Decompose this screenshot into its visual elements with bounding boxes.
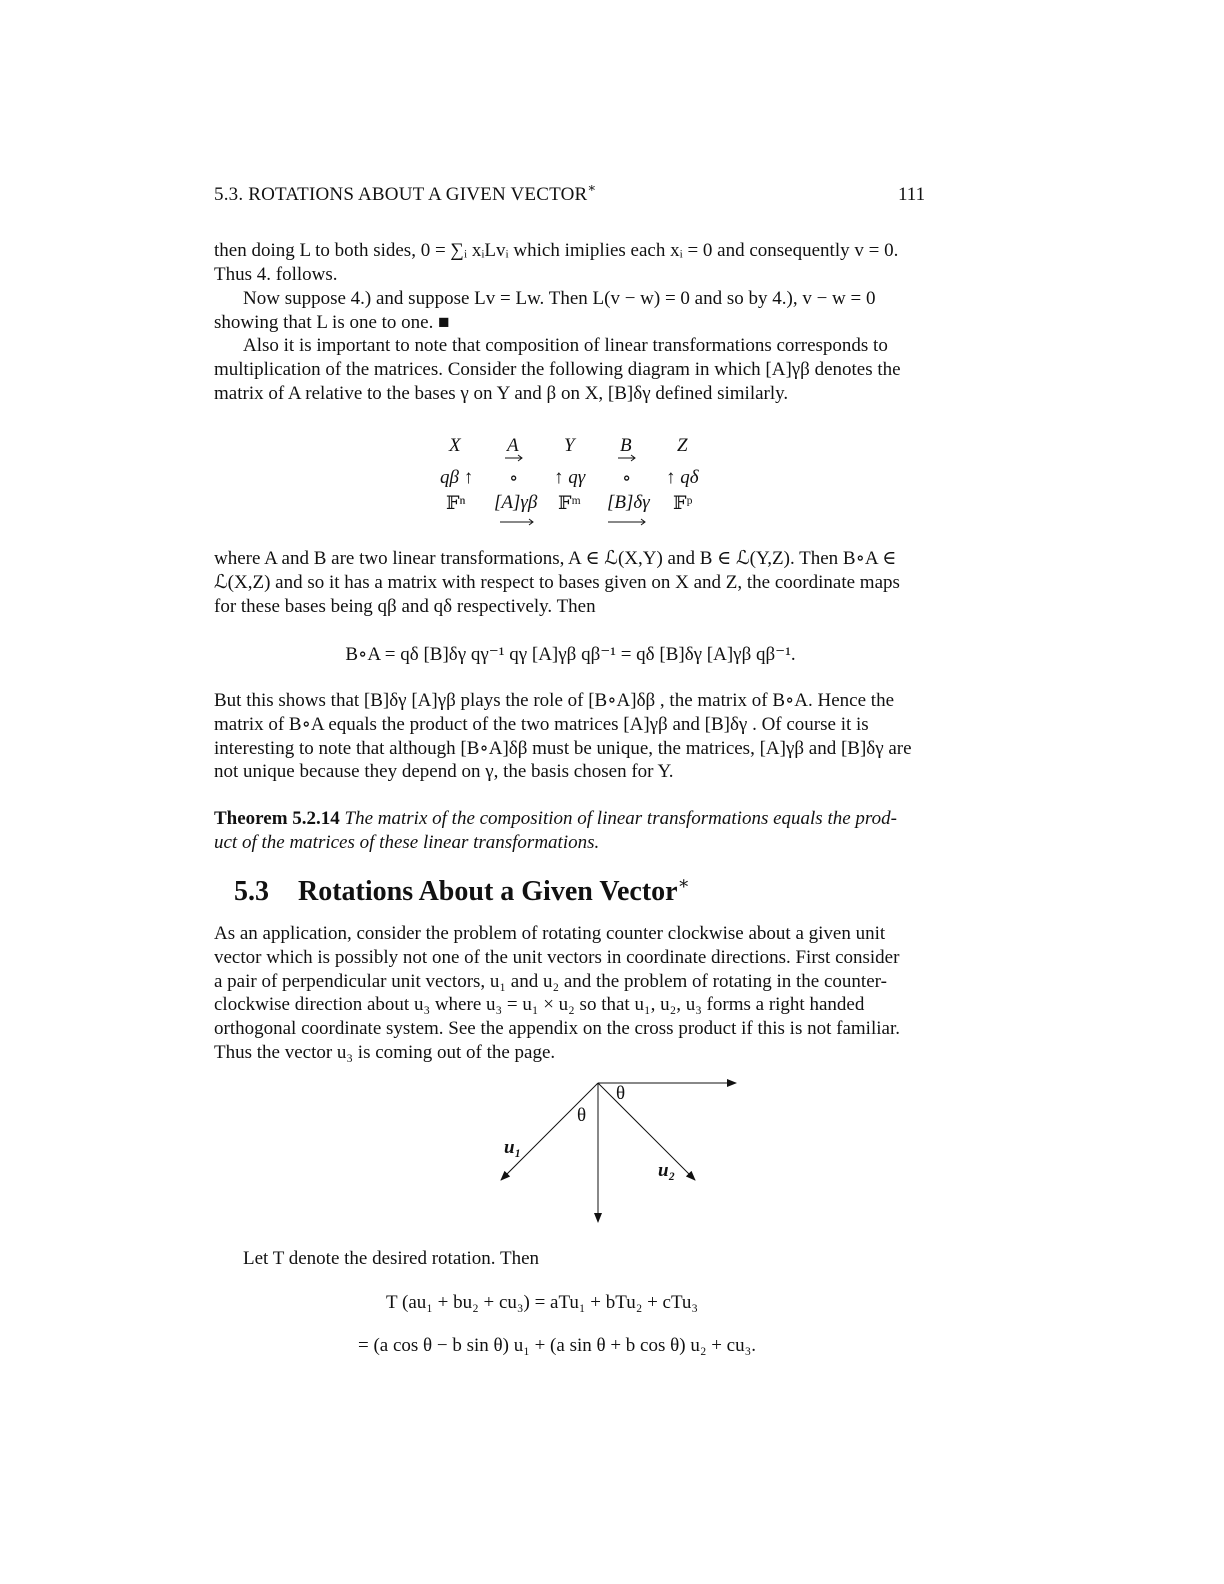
u2-arrow [598, 1083, 695, 1180]
equation-rotation-2: = (a cos θ − b sin θ) u₁ + (a sin θ + b cos θ) u₂ + cu₃. [358, 1335, 756, 1356]
diagram-Z: Z [677, 435, 688, 456]
theorem-line-1: The matrix of the composition of linear transformations equals the prod- [344, 808, 897, 829]
paragraph-4-line-3: for these bases being qβ and qδ respectively. Then [214, 595, 596, 617]
theorem-line-2: uct of the matrices of these linear transformations. [214, 832, 600, 853]
section-number: 5.3 [234, 876, 269, 907]
paragraph-3-line-3: matrix of A relative to the bases γ on Y and β on X, [B]δγ defined similarly. [214, 382, 789, 404]
diagram-arrows [500, 448, 660, 530]
diagram-B-label: B [620, 435, 632, 456]
u1-label: u₁ [504, 1137, 522, 1158]
paragraph-6-line-6: Thus the vector u₃ is coming out of the page. [214, 1041, 556, 1063]
paragraph-6-line-4: clockwise direction about u₃ where u₃ = u₁ × u₂ so that u₁, u₂, u₃ forms a right handed [214, 994, 865, 1016]
section-title: Rotations About a Given Vector [298, 876, 678, 907]
paragraph-5-line-2: matrix of B∘A equals the product of the two matrices [A]γβ and [B]δγ . Of course it is [214, 713, 869, 735]
u2-label: u₂ [658, 1160, 676, 1181]
paragraph-2-line-1: Now suppose 4.) and suppose Lv = Lw. Then L(v − w) = 0 and so by 4.), v − w = 0 [243, 288, 876, 309]
theta-left-label: θ [577, 1105, 587, 1126]
running-title-star: ∗ [587, 180, 597, 195]
paragraph-2-line-2: showing that L is one to one. ■ [214, 311, 450, 333]
diagram-A-label: A [507, 435, 519, 456]
paragraph-1 [214, 239, 927, 287]
paragraph-5 [214, 689, 927, 784]
diagram-F-m: 𝔽ᵐ [558, 493, 581, 514]
diagram-q-delta: ↑ qδ [666, 467, 699, 488]
paragraph-5-line-3: interesting to note that although [B∘A]δβ must be unique, the matrices, [A]γβ and [B]δγ are [214, 737, 912, 759]
u1-arrow [501, 1083, 598, 1180]
paragraph-5-line-4: not unique because they depend on γ, the basis chosen for Y. [214, 761, 674, 783]
paragraph-6-line-1: As an application, consider the problem of rotating counter clockwise about a given unit [214, 923, 886, 944]
paragraph-2 [214, 287, 927, 335]
section-heading [234, 873, 690, 908]
paragraph-5-line-1: But this shows that [B]δγ [A]γβ plays the role of [B∘A]δβ , the matrix of B∘A. Hence the [214, 690, 895, 711]
paragraph-4 [214, 547, 927, 618]
diagram-F-p: 𝔽ᵖ [673, 493, 693, 514]
diagram-A-matrix: [A]γβ [494, 492, 538, 513]
paragraph-3-line-2: multiplication of the matrices. Consider the following diagram in which [A]γβ denotes the [214, 358, 901, 380]
diagram-B-matrix: [B]δγ [607, 492, 650, 513]
diagram-q-gamma: ↑ qγ [554, 467, 586, 488]
diagram-X: X [449, 435, 461, 456]
equation-rotation-1: T (au₁ + bu₂ + cu₃) = aTu₁ + bTu₂ + cTu₃ [386, 1292, 699, 1313]
paragraph-6 [214, 922, 927, 1065]
paragraph-4-line-2: ℒ(X,Z) and so it has a matrix with respect to bases given on X and Z, the coordinate maps [214, 571, 900, 593]
paragraph-7 [214, 1247, 927, 1271]
equation-composition: B∘A = qδ [B]δγ qγ⁻¹ qγ [A]γβ qβ⁻¹ = qδ [B]δγ [A]γβ qβ⁻¹. [345, 644, 796, 665]
diagram-Y: Y [564, 435, 575, 456]
paragraph-6-line-3: a pair of perpendicular unit vectors, u₁ and u₂ and the problem of rotating in the counter- [214, 970, 887, 992]
theorem-5-2-14 [214, 807, 927, 855]
theta-right-label: θ [616, 1083, 626, 1104]
paragraph-6-line-5: orthogonal coordinate system. See the appendix on the cross product if this is not familiar. [214, 1018, 900, 1040]
paragraph-3 [214, 334, 927, 405]
paragraph-6-line-2: vector which is possibly not one of the unit vectors in coordinate directions. First consider [214, 946, 900, 968]
paragraph-4-line-1: where A and B are two linear transformations, A ∈ ℒ(X,Y) and B ∈ ℒ(Y,Z). Then B∘A ∈ [214, 548, 897, 569]
section-star: ∗ [677, 873, 690, 893]
theorem-label: Theorem 5.2.14 [214, 808, 340, 829]
running-header [214, 180, 597, 206]
diagram-compose-1: ∘ [509, 468, 519, 489]
running-title: 5.3. ROTATIONS ABOUT A GIVEN VECTOR [214, 184, 588, 205]
diagram-F-n: 𝔽ⁿ [446, 493, 466, 514]
diagram-compose-2: ∘ [622, 468, 632, 489]
paragraph-1-line-2: Thus 4. follows. [214, 263, 338, 285]
paragraph-7-line-1: Let T denote the desired rotation. Then [243, 1248, 540, 1269]
paragraph-1-line-1: then doing L to both sides, 0 = ∑ᵢ xᵢLvᵢ which imiplies each xᵢ = 0 and consequently v = 0. [214, 240, 899, 261]
paragraph-3-line-1: Also it is important to note that composition of linear transformations corresponds to [243, 335, 888, 356]
diagram-q-beta: qβ ↑ [440, 467, 474, 488]
page-number: 111 [898, 184, 926, 205]
